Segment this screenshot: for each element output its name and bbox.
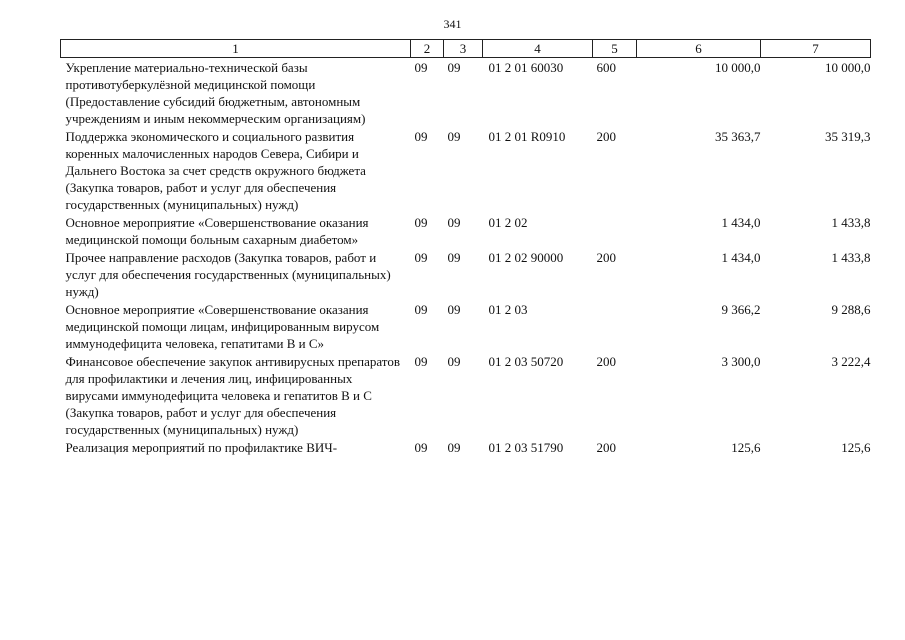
row-expense-type bbox=[593, 213, 637, 248]
row-expense-type: 200 bbox=[596, 250, 616, 265]
row-name: Основное мероприятие «Совершенствование оказания медицинской помощи лицам, инфицированным вирусом иммунодефицита человека, гепатитами В и С» bbox=[65, 302, 380, 351]
header-col-7: 7 bbox=[761, 40, 871, 58]
row-sum-1: 10 000,0 bbox=[715, 60, 761, 75]
header-col-4: 4 bbox=[483, 40, 593, 58]
table-header-row bbox=[61, 40, 871, 58]
row-sum-2: 9 288,6 bbox=[831, 302, 871, 317]
row-section: 09 bbox=[414, 215, 428, 230]
row-sum-2: 1 433,8 bbox=[831, 215, 871, 230]
row-expense-type: 200 bbox=[596, 129, 616, 144]
page-number: 341 bbox=[443, 17, 462, 31]
row-subsection: 09 bbox=[447, 250, 461, 265]
row-sum-1: 1 434,0 bbox=[721, 215, 761, 230]
row-name: Прочее направление расходов (Закупка товаров, работ и услуг для обеспечения государственных (муниципальных) нужд) bbox=[65, 250, 391, 299]
row-sum-1: 3 300,0 bbox=[721, 354, 761, 369]
row-expense-type: 200 bbox=[596, 440, 616, 455]
row-target-code: 01 2 03 bbox=[488, 302, 528, 317]
row-sum-2: 1 433,8 bbox=[831, 250, 871, 265]
row-name: Основное мероприятие «Совершенствование оказания медицинской помощи больным сахарным диабетом» bbox=[65, 215, 369, 247]
row-name: Реализация мероприятий по профилактике ВИЧ- bbox=[65, 440, 338, 455]
row-section: 09 bbox=[414, 60, 428, 75]
row-expense-type: 600 bbox=[596, 60, 616, 75]
table-row bbox=[61, 213, 871, 248]
header-col-5: 5 bbox=[593, 40, 637, 58]
row-section: 09 bbox=[414, 354, 428, 369]
row-section: 09 bbox=[414, 440, 428, 455]
budget-table bbox=[60, 39, 871, 456]
row-section: 09 bbox=[414, 129, 428, 144]
row-subsection: 09 bbox=[447, 215, 461, 230]
table-row bbox=[61, 127, 871, 213]
table-row bbox=[61, 248, 871, 300]
row-subsection: 09 bbox=[447, 60, 461, 75]
header-col-2: 2 bbox=[411, 40, 444, 58]
row-sum-1: 125,6 bbox=[731, 440, 761, 455]
row-sum-1: 35 363,7 bbox=[715, 129, 761, 144]
row-sum-2: 3 222,4 bbox=[831, 354, 871, 369]
row-target-code: 01 2 03 50720 bbox=[488, 354, 564, 369]
row-section: 09 bbox=[414, 250, 428, 265]
table-row bbox=[61, 58, 871, 128]
row-expense-type bbox=[593, 300, 637, 352]
row-sum-2: 10 000,0 bbox=[825, 60, 871, 75]
row-name: Поддержка экономического и социального развития коренных малочисленных народов Севера, Сибири и Дальнего Востока за счет средств окружного бюджета (Закупка товаров, работ и услуг для обеспечения государственных (муниципальных) нужд) bbox=[65, 129, 366, 212]
row-target-code: 01 2 02 90000 bbox=[488, 250, 564, 265]
table-row bbox=[61, 438, 871, 456]
row-target-code: 01 2 01 R0910 bbox=[488, 129, 566, 144]
row-subsection: 09 bbox=[447, 129, 461, 144]
row-target-code: 01 2 03 51790 bbox=[488, 440, 564, 455]
row-sum-1: 1 434,0 bbox=[721, 250, 761, 265]
table-row bbox=[61, 352, 871, 438]
row-target-code: 01 2 01 60030 bbox=[488, 60, 564, 75]
row-target-code: 01 2 02 bbox=[488, 215, 528, 230]
row-sum-2: 125,6 bbox=[841, 440, 871, 455]
row-name: Финансовое обеспечение закупок антивирусных препаратов для профилактики и лечения лиц, инфицированных вирусами иммунодефицита человека и гепатитов В и С (Закупка товаров, работ и услуг для обеспечения государственных (муниципальных) нужд) bbox=[65, 354, 400, 437]
row-section: 09 bbox=[414, 302, 428, 317]
row-name: Укрепление материально-технической базы противотуберкулёзной медицинской помощи (Предоставление субсидий бюджетным, автономным учреждениям и иным некоммерческим организациям) bbox=[65, 60, 366, 126]
row-sum-2: 35 319,3 bbox=[825, 129, 871, 144]
table-row bbox=[61, 300, 871, 352]
header-col-3: 3 bbox=[444, 40, 483, 58]
row-subsection: 09 bbox=[447, 302, 461, 317]
header-col-1: 1 bbox=[61, 40, 411, 58]
row-expense-type: 200 bbox=[596, 354, 616, 369]
row-subsection: 09 bbox=[447, 354, 461, 369]
row-subsection: 09 bbox=[447, 440, 461, 455]
row-sum-1: 9 366,2 bbox=[721, 302, 761, 317]
header-col-6: 6 bbox=[637, 40, 761, 58]
